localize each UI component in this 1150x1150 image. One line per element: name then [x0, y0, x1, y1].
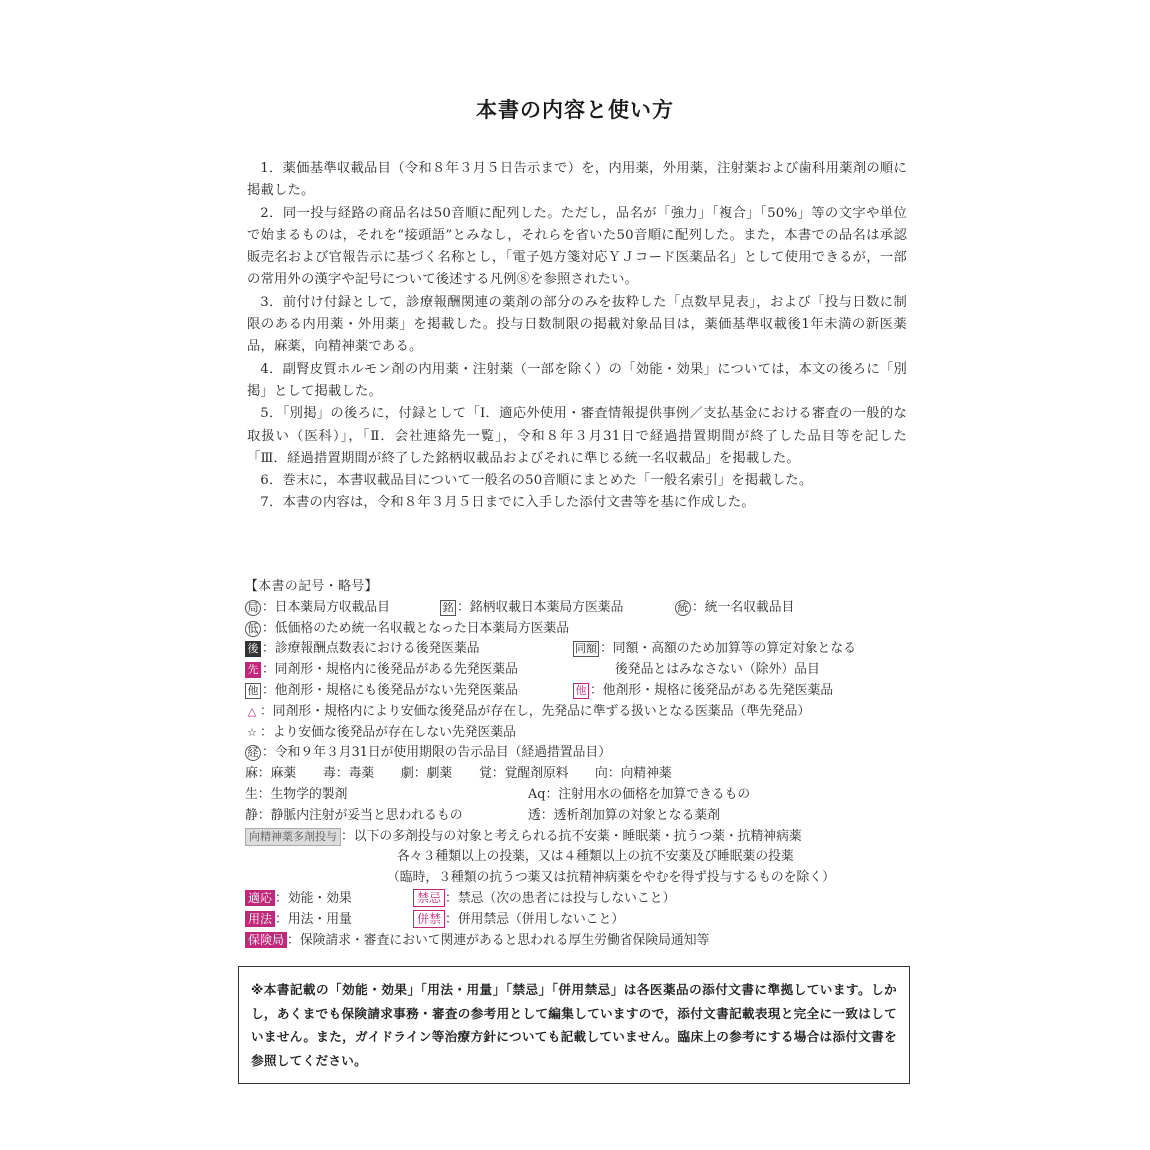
legend-row	[245, 681, 915, 702]
legend-text: ：同剤形・規格内に後発品がある先発医薬品	[262, 662, 518, 678]
legend-text: ：毒薬	[335, 766, 375, 782]
legend-row	[245, 764, 915, 785]
legend-row	[245, 702, 915, 723]
legend-text: ：用法・用量	[275, 911, 352, 927]
legend-row	[245, 910, 915, 931]
legend-mark: 低	[245, 621, 261, 637]
legend-mark: 統	[675, 600, 691, 616]
legend-row	[245, 827, 915, 848]
legend-row	[245, 806, 915, 827]
legend-row	[245, 889, 915, 910]
legend-text: ：他剤形・規格に後発品がある先発医薬品	[590, 682, 834, 698]
legend-mark: 毒	[323, 766, 336, 782]
legend-text: ：保険請求・審査において関連があると思われる厚生労働省保険局通知等	[287, 932, 710, 948]
note-item: 6．巻末に，本書収載品目について一般名の50音順にまとめた「一般名索引」を掲載した。	[260, 473, 813, 489]
legend-mark: 同額	[575, 642, 597, 656]
note-item: 4．副腎皮質ホルモン剤の内用薬・注射薬（一部を除く）の「効能・効果」については，本文の後ろに「別掲」として掲載した。	[247, 361, 907, 399]
legend-text: ：令和９年３月31日が使用期限の告示品目（経過措置品目）	[262, 745, 612, 761]
notes-list	[247, 158, 907, 515]
legend-heading: 【本書の記号・略号】	[245, 579, 378, 594]
legend-text: ：覚醒剤原料	[491, 766, 569, 782]
legend-tag: 適応	[245, 890, 275, 906]
legend-text: ：同額・高額のため加算等の算定対象となる	[600, 641, 856, 657]
note-item: 3．前付け付録として，診療報酬関連の薬剤の部分のみを抜粋した「点数早見表」，および「投与日数に制限のある内用薬・外用薬」を掲載した。投与日数制限の掲載対象品目は，薬価基準収載後1年未満の新医薬品，麻薬，向精神薬である。	[247, 294, 907, 355]
legend-text: ：併用禁忌（併用しないこと）	[445, 911, 625, 927]
legend-row: 各々３種類以上の投薬，又は４種類以上の抗不安薬及び睡眠薬の投薬	[397, 849, 794, 865]
legend-section	[245, 577, 915, 951]
legend-mark: 後	[245, 641, 261, 657]
legend-mark: 生	[245, 786, 258, 802]
legend-text: ：透析剤加算の対象となる薬剤	[540, 807, 720, 823]
legend-text: ：診療報酬点数表における後発医薬品	[262, 641, 480, 657]
legend-tag: 用法	[245, 911, 275, 927]
legend-tag: 保険局	[245, 932, 287, 948]
legend-text: ：劇薬	[413, 766, 453, 782]
legend-mark: 他	[573, 683, 589, 699]
legend-text: ：注射用水の価格を加算できるもの	[545, 786, 751, 802]
legend-text: ：静脈内注射が妥当と思われるもの	[257, 807, 463, 823]
legend-text: ：他剤形・規格にも後発品がない先発医薬品	[262, 682, 518, 698]
note-item: 1．薬価基準収載品目（令和８年３月５日告示まで）を，内用薬，外用薬，注射薬および歯科用薬剤の順に掲載した。	[247, 161, 907, 199]
legend-mark: 局	[245, 600, 261, 616]
legend-mark: 先	[245, 662, 261, 678]
legend-mark: 静	[245, 807, 258, 823]
note-item: 2．同一投与経路の商品名は50音順に配列した。ただし，品名が「強力」「複合」「50%」等の文字や単位で始まるものは，それを“接頭語”とみなし，それらを省いた50音順に配列した。また，本書での品名は承認販売名および官報告示に基づく名称とし，「電子処方箋対応ＹＪコード医薬品名」として使用できるが，一部の常用外の漢字や記号について後述する凡例⑧を参照されたい。	[247, 205, 907, 288]
legend-row	[245, 785, 915, 806]
legend-text: ：以下の多剤投与の対象と考えられる抗不安薬・睡眠薬・抗うつ薬・抗精神病薬	[341, 828, 802, 844]
legend-row	[245, 639, 915, 660]
legend-row	[245, 931, 915, 952]
legend-text: ：より安価な後発品が存在しない先発医薬品	[260, 724, 516, 740]
legend-row	[245, 723, 915, 744]
legend-mark: Aq	[528, 786, 546, 802]
legend-mark: 経	[245, 745, 261, 761]
legend-row	[245, 743, 915, 764]
legend-row: （臨時，３種類の抗うつ薬又は抗精神病薬をやむを得ず投与するものを除く）	[387, 870, 835, 886]
legend-text: ：向精神薬	[607, 766, 672, 782]
legend-mark: 劇	[401, 766, 414, 782]
legend-mark: 麻	[245, 766, 258, 782]
legend-text: ：日本薬局方収載品目	[262, 599, 390, 615]
legend-text: 後発品とはみなさない（除外）品目	[615, 662, 820, 678]
legend-mark: △	[247, 704, 257, 718]
legend-tag: 禁忌	[413, 889, 445, 907]
legend-mark: 透	[528, 807, 541, 823]
legend-mark: 覚	[479, 766, 492, 782]
legend-tag: 向精神薬多剤投与	[245, 828, 341, 846]
legend-mark: 向	[595, 766, 608, 782]
note-item: 5．「別掲」の後ろに，付録として「Ⅰ．適応外使用・審査情報提供事例／支払基金における審査の一般的な取扱い（医科）」，「Ⅱ．会社連絡先一覧」，令和８年３月31日で経過措置期間が終了した品目等を記した「Ⅲ．経過措置期間が終了した銘柄収載品およびそれに準じる統一名収載品」を掲載した。	[247, 406, 907, 466]
legend-text: ：銘柄収載日本薬局方医薬品	[457, 599, 624, 615]
page-title: 本書の内容と使い方	[476, 98, 674, 122]
legend-text: ：効能・効果	[275, 890, 352, 906]
legend-text: ：生物学的製剤	[257, 786, 348, 802]
notice-box: ※本書記載の「効能・効果」「用法・用量」「禁忌」「併用禁忌」は各医薬品の添付文書に準拠しています。しかし，あくまでも保険請求事務・審査の参考用として編集していますので，添付文書記載表現と完全に一致はしていません。また，ガイドライン等治療方針についても記載していません。臨床上の参考にする場合は添付文書を参照してください。	[238, 966, 910, 1084]
legend-text: ：禁忌（次の患者には投与しないこと）	[445, 890, 676, 906]
legend-row	[245, 660, 915, 681]
note-item: 7．本書の内容は，令和８年３月５日までに入手した添付文書等を基に作成した。	[260, 495, 755, 511]
legend-mark: 銘	[440, 600, 456, 616]
legend-mark: ☆	[247, 725, 257, 739]
legend-row	[245, 619, 915, 640]
legend-tag: 併禁	[413, 910, 445, 928]
legend-row	[245, 598, 915, 619]
legend-text: ：低価格のため統一名収載となった日本薬局方医薬品	[262, 620, 570, 636]
legend-text: ：麻薬	[257, 766, 297, 782]
legend-text: ：同剤形・規格内により安価な後発品が存在し，先発品に準ずる扱いとなる医薬品（準先発品）	[260, 703, 811, 719]
legend-mark: 他	[245, 683, 261, 699]
legend-text: ：統一名収載品目	[692, 599, 795, 615]
